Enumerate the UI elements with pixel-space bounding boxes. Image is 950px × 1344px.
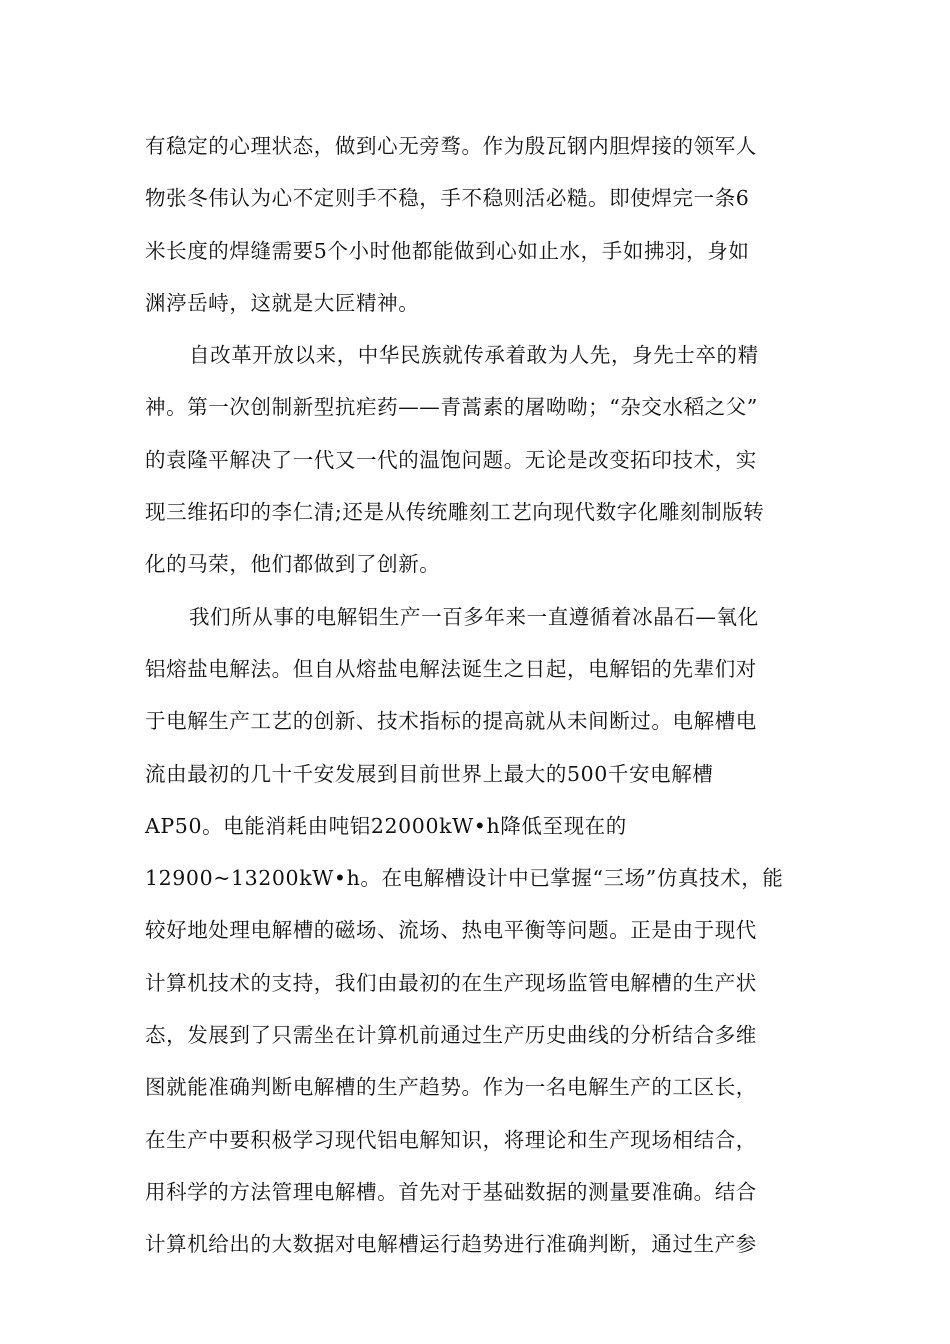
body-text [145, 120, 805, 1271]
text-line: 渊渟岳峙，这就是大匠精神。 [145, 290, 420, 315]
text-line: 在生产中要积极学习现代铝电解知识，将理论和生产现场相结合， [145, 1127, 757, 1152]
text-line: 于电解生产工艺的创新、技术指标的提高就从未间断过。电解槽电 [145, 709, 757, 734]
text-line: 有稳定的心理状态，做到心无旁骛。作为殷瓦钢内胆焊接的领军人 [145, 134, 757, 158]
paragraph-start-line: 我们所从事的电解铝生产一百多年来一直遵循着冰晶石—氧化 [189, 604, 759, 629]
text-line: 现三维拓印的李仁清;还是从传统雕刻工艺向现代数字化雕刻制版转 [145, 500, 765, 525]
text-line: 用科学的方法管理电解槽。首先对于基础数据的测量要准确。结合 [145, 1179, 757, 1204]
text-line: 化的马荣，他们都做到了创新。 [145, 552, 441, 577]
text-line: 的袁隆平解决了一代又一代的温饱问题。无论是改变拓印技术，实 [145, 447, 757, 472]
text-line: 图就能准确判断电解槽的生产趋势。作为一名电解生产的工区长， [145, 1075, 757, 1100]
text-line: 铝熔盐电解法。但自从熔盐电解法诞生之日起，电解铝的先辈们对 [145, 656, 757, 681]
text-line: AP50。电能消耗由吨铝22000kW•h降低至现在的 [145, 813, 627, 838]
text-line: 态，发展到了只需坐在计算机前通过生产历史曲线的分析结合多维 [145, 1023, 757, 1048]
paragraph-start-line: 自改革开放以来，中华民族就传承着敢为人先，身先士卒的精 [189, 343, 759, 368]
text-line: 流由最初的几十千安发展到目前世界上最大的500千安电解槽 [145, 761, 714, 786]
text-line: 米长度的焊缝需要5个小时他都能做到心如止水，手如拂羽，身如 [145, 238, 750, 263]
text-line: 神。第一次创制新型抗疟药——青蒿素的屠呦呦；“杂交水稻之父” [145, 395, 758, 420]
text-line: 计算机技术的支持，我们由最初的在生产现场监管电解槽的生产状 [145, 970, 757, 995]
text-line: 计算机给出的大数据对电解槽运行趋势进行准确判断，通过生产参 [145, 1232, 757, 1257]
text-line: 物张冬伟认为心不定则手不稳，手不稳则活必糙。即使焊完一条6 [145, 186, 750, 211]
text-line: 较好地处理电解槽的磁场、流场、热电平衡等问题。正是由于现代 [145, 918, 757, 943]
text-line: 12900~13200kW•h。在电解槽设计中已掌握“三场”仿真技术，能 [145, 866, 784, 891]
